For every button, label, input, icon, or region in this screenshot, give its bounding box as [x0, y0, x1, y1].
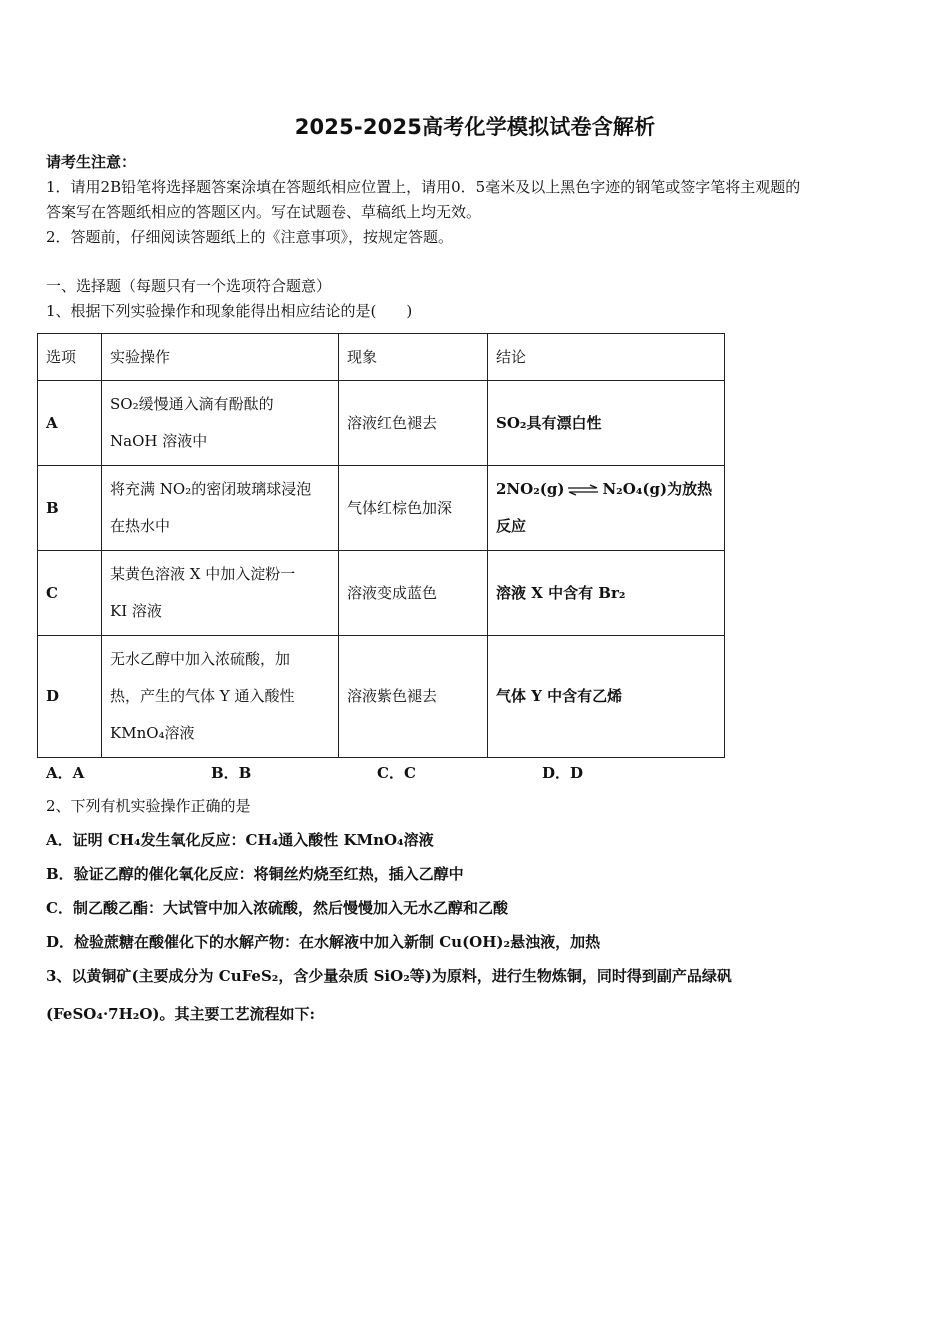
conclusion-cell: 溶液 X 中含有 Br₂	[488, 551, 725, 636]
table-row	[38, 381, 725, 466]
operation-text: NaOH 溶液中	[110, 432, 208, 450]
operation-cell	[102, 466, 339, 551]
notice-heading: 请考生注意：	[46, 153, 137, 171]
table-header-cell: 实验操作	[102, 334, 339, 381]
operation-text: 热，产生的气体 Y 通入酸性	[110, 687, 295, 705]
choice-b[interactable]: B．B	[211, 764, 252, 782]
option-cell: C	[38, 551, 102, 636]
phenomenon-cell: 气体红棕色加深	[339, 466, 488, 551]
section-heading: 一、选择题（每题只有一个选项符合题意）	[46, 277, 332, 295]
question-3-stem-line-1: 3、以黄铜矿(主要成分为 CuFeS₂，含少量杂质 SiO₂等)为原料，进行生物炼铜，同时得到副产品绿矾	[46, 967, 732, 985]
conclusion-cell: SO₂具有漂白性	[488, 381, 725, 466]
operation-cell	[102, 381, 339, 466]
operation-text: 无水乙醇中加入浓硫酸，加	[110, 650, 291, 668]
question-2-option-b[interactable]: B．验证乙醇的催化氧化反应：将铜丝灼烧至红热，插入乙醇中	[46, 865, 464, 883]
operation-cell	[102, 636, 339, 758]
option-cell: D	[38, 636, 102, 758]
equilibrium-arrow-icon	[566, 484, 600, 496]
conclusion-cell	[488, 466, 725, 551]
table-header-cell: 结论	[488, 334, 725, 381]
operation-text: 某黄色溶液 X 中加入淀粉一	[110, 565, 296, 583]
operation-text: SO₂缓慢通入滴有酚酞的	[110, 395, 274, 413]
table-row	[38, 636, 725, 758]
choice-d[interactable]: D．D	[542, 764, 584, 782]
table-header-cell: 选项	[38, 334, 102, 381]
conclusion-equation	[496, 471, 716, 508]
notice-line-1: 1．请用2B铅笔将选择题答案涂填在答题纸相应位置上，请用0．5毫米及以上黑色字迹的钢笔或签字笔将主观题的	[46, 178, 801, 196]
option-cell: A	[38, 381, 102, 466]
phenomenon-cell: 溶液变成蓝色	[339, 551, 488, 636]
question-2-stem: 2、下列有机实验操作正确的是	[46, 797, 251, 815]
question-3-stem-line-2: (FeSO₄·7H₂O)。其主要工艺流程如下:	[46, 1005, 316, 1023]
table-row	[38, 466, 725, 551]
notice-line-3: 2．答题前，仔细阅读答题纸上的《注意事项》，按规定答题。	[46, 228, 454, 246]
operation-text: KMnO₄溶液	[110, 724, 195, 742]
operation-cell	[102, 551, 339, 636]
equation-reactant: 2NO₂(g)	[496, 480, 565, 498]
phenomenon-cell: 溶液红色褪去	[339, 381, 488, 466]
equation-product: N₂O₄(g)为放热	[602, 480, 713, 498]
operation-text: 将充满 NO₂的密闭玻璃球浸泡	[110, 480, 312, 498]
operation-text: 在热水中	[110, 517, 171, 535]
choice-c[interactable]: C．C	[377, 764, 416, 782]
notice-line-2: 答案写在答题纸相应的答题区内。写在试题卷、草稿纸上均无效。	[46, 203, 482, 221]
phenomenon-cell: 溶液紫色褪去	[339, 636, 488, 758]
choice-a[interactable]: A．A	[46, 764, 85, 782]
table-row	[38, 551, 725, 636]
table-header-cell: 现象	[339, 334, 488, 381]
question-2-option-a[interactable]: A．证明 CH₄发生氧化反应：CH₄通入酸性 KMnO₄溶液	[46, 831, 434, 849]
option-cell: B	[38, 466, 102, 551]
question-2-option-c[interactable]: C．制乙酸乙酯：大试管中加入浓硫酸，然后慢慢加入无水乙醇和乙酸	[46, 899, 508, 917]
question-1-stem: 1、根据下列实验操作和现象能得出相应结论的是( )	[46, 302, 413, 320]
table-header-row	[38, 334, 725, 381]
operation-text: KI 溶液	[110, 602, 162, 620]
document-title: 2025-2025高考化学模拟试卷含解析	[294, 115, 656, 139]
question-1-table	[37, 333, 725, 758]
conclusion-text: 反应	[496, 517, 527, 535]
question-2-option-d[interactable]: D．检验蔗糖在酸催化下的水解产物：在水解液中加入新制 Cu(OH)₂悬浊液，加热	[46, 933, 601, 951]
conclusion-cell: 气体 Y 中含有乙烯	[488, 636, 725, 758]
